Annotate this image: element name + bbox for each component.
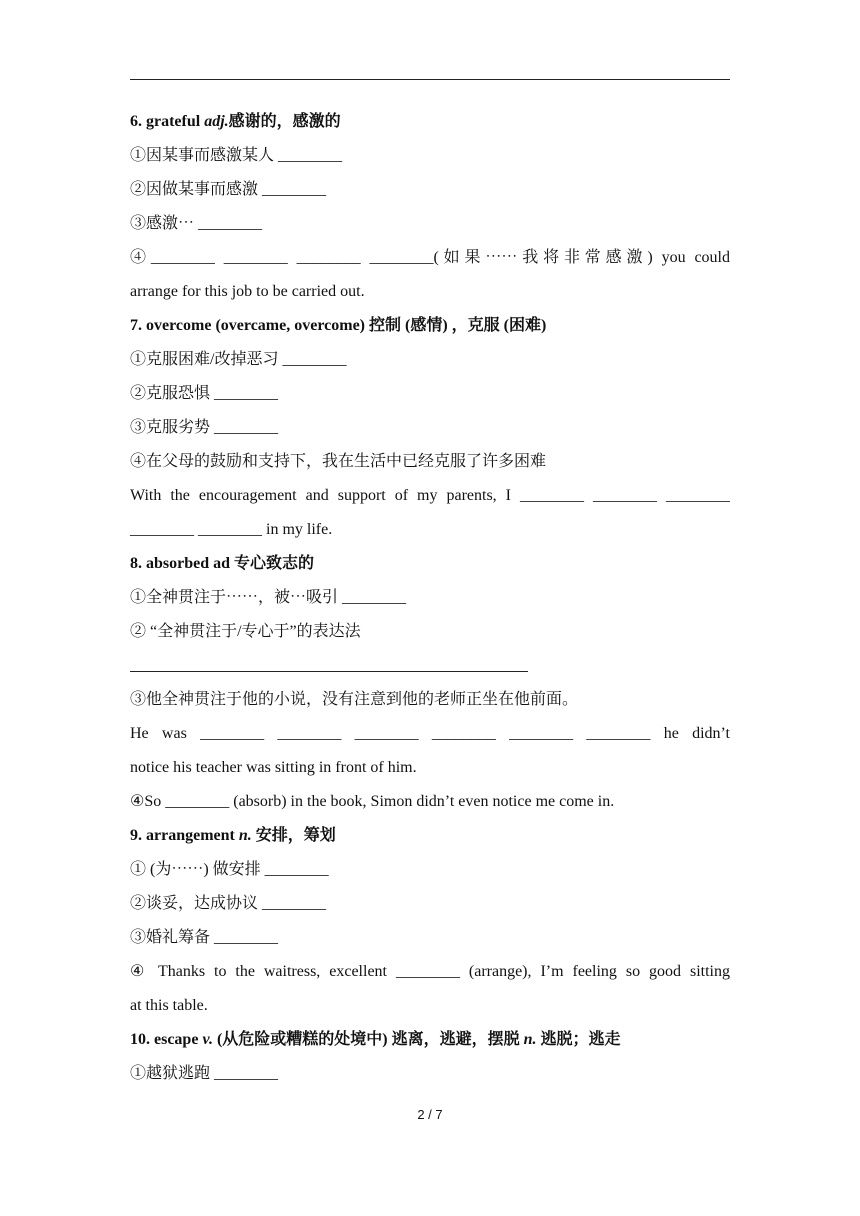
entry-heading-grateful: 6. grateful adj.感谢的，感激的	[130, 113, 341, 130]
exercise-line: ④在父母的鼓励和支持下，我在生活中已经克服了许多困难	[130, 453, 547, 470]
exercise-line: arrange for this job to be carried out.	[130, 283, 365, 300]
answer-blank-line	[130, 649, 730, 683]
exercise-line: ________ ________ in my life.	[130, 521, 333, 538]
header-rule	[130, 79, 730, 80]
exercise-line: notice his teacher was sitting in front of him.	[130, 759, 417, 776]
exercise-line: ③克服劣势 ________	[130, 419, 279, 436]
document-body	[130, 105, 730, 1091]
exercise-line: He was ________ ________ ________ ________ ________ ________ he didn’t	[130, 725, 730, 742]
entry-heading-escape: 10. escape v. (从危险或糟糕的处境中) 逃离，逃避，摆脱 n. 逃脱；逃走	[130, 1031, 621, 1048]
exercise-line: With the encouragement and support of my parents, I ________ ________ ________	[130, 487, 730, 504]
exercise-line: ①越狱逃跑 ________	[130, 1065, 279, 1082]
exercise-line: ②谈妥，达成协议 ________	[130, 895, 327, 912]
exercise-line: ③婚礼筹备 ________	[130, 929, 279, 946]
exercise-line: ③他全神贯注于他的小说，没有注意到他的老师正坐在他前面。	[130, 691, 579, 708]
entry-heading-arrangement: 9. arrangement n. 安排，筹划	[130, 827, 336, 844]
exercise-line: ④________ ________ ________ ________(如果⋯⋯我将非常感激) you could	[130, 249, 730, 266]
exercise-line: ④So ________ (absorb) in the book, Simon didn’t even notice me come in.	[130, 793, 615, 810]
answer-rule	[130, 671, 528, 672]
entry-heading-overcome: 7. overcome (overcame, overcome) 控制 (感情) ，克服 (困难)	[130, 317, 547, 334]
exercise-line: ①全神贯注于⋯⋯，被⋯吸引 ________	[130, 589, 407, 606]
exercise-line: ①因某事而感激某人 ________	[130, 147, 343, 164]
exercise-line: ①克服困难/改掉恶习 ________	[130, 351, 347, 368]
exercise-line: ②因做某事而感激 ________	[130, 181, 327, 198]
exercise-line: ②克服恐惧 ________	[130, 385, 279, 402]
page-number: 2 / 7	[417, 1107, 443, 1122]
entry-heading-absorbed: 8. absorbed ad 专心致志的	[130, 555, 315, 572]
exercise-line: ③感激⋯ ________	[130, 215, 263, 232]
exercise-line: ② “全神贯注于/专心于”的表达法	[130, 623, 361, 640]
exercise-line: ④ Thanks to the waitress, excellent ________ (arrange), I’m feeling so good sitting	[130, 963, 730, 980]
exercise-line: ① (为⋯⋯) 做安排 ________	[130, 861, 329, 878]
exercise-line: at this table.	[130, 997, 208, 1014]
